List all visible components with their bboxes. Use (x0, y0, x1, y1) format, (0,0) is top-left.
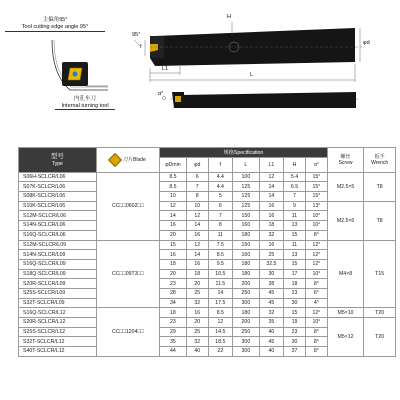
header-screw (327, 148, 363, 173)
cell-wrench: T20 (364, 308, 396, 318)
angle-callout-underline (5, 31, 105, 32)
cell-spec: 32 (259, 230, 283, 240)
cell-spec: 32.5 (259, 259, 283, 269)
cell-spec: 5.4 (284, 172, 306, 182)
cell-spec: 14 (160, 211, 187, 221)
cell-spec: 10° (305, 211, 327, 221)
cell-spec: 35 (259, 318, 283, 328)
col-l1: L1 (259, 157, 283, 172)
header-wrench-en: Wrench (371, 159, 389, 166)
cell-spec: 200 (233, 279, 260, 289)
cell-screw: M2.5×5 (327, 172, 363, 201)
cell-model: S32T-SCLCR/L09 (19, 298, 97, 308)
cell-model: S20R-SCLCR/L09 (19, 279, 97, 289)
cell-spec: 12° (305, 259, 327, 269)
col-alpha: α° (305, 157, 327, 172)
cell-model: S16Q-SCLCR/L06 (19, 230, 97, 240)
table-body (19, 172, 396, 356)
cell-spec: 30 (284, 298, 306, 308)
cell-spec: 9.5 (208, 259, 232, 269)
cell-spec: 125 (233, 192, 260, 202)
header-blade (96, 148, 159, 173)
header-spec: 规格Specification (160, 148, 328, 158)
table-row (19, 201, 396, 211)
cell-spec: 250 (233, 327, 260, 337)
cell-model: S12M-SCLCR/L06 (19, 211, 97, 221)
tool-callout-underline (55, 109, 115, 110)
table-header-row (19, 148, 396, 158)
cell-spec: 11 (208, 230, 232, 240)
cell-spec: 11.5 (208, 279, 232, 289)
cell-spec: 4.4 (208, 182, 232, 192)
cell-spec: 15 (284, 308, 306, 318)
cell-spec: 16 (186, 308, 208, 318)
cell-model: S20R-SCLCR/L12 (19, 318, 97, 328)
cell-blade: CC□□1204□□ (96, 308, 159, 356)
cell-spec: 100 (233, 172, 260, 182)
cell-spec: 13 (284, 250, 306, 260)
cell-spec: 25 (186, 288, 208, 298)
insert-icon (108, 153, 122, 167)
cell-spec: 13 (284, 221, 306, 231)
cell-spec: 11 (284, 240, 306, 250)
cell-spec: 32 (259, 308, 283, 318)
col-d: φd (186, 157, 208, 172)
cell-spec: 8° (305, 337, 327, 347)
cell-spec: 12° (305, 308, 327, 318)
cell-spec: 16 (160, 250, 187, 260)
tool-side-view (163, 92, 361, 108)
cell-spec: 8.5 (160, 182, 187, 192)
cell-spec: 15° (305, 172, 327, 182)
cell-spec: 12 (160, 201, 187, 211)
cell-spec: 150 (233, 240, 260, 250)
cell-blade: CC□□09T3□□ (96, 240, 159, 308)
dimension-l: L (250, 72, 254, 78)
cell-spec: 160 (233, 250, 260, 260)
cell-spec: 23 (160, 279, 187, 289)
cell-spec: 40 (186, 347, 208, 357)
cell-spec: 8 (208, 221, 232, 231)
tool-type-callout (55, 96, 115, 109)
cell-screw: M5×12 (327, 318, 363, 357)
cell-spec: 12 (208, 318, 232, 328)
cell-model: S18Q-SCLCR/L09 (19, 269, 97, 279)
col-l: L (233, 157, 260, 172)
cell-spec: 10° (305, 318, 327, 328)
cell-spec: 25 (186, 327, 208, 337)
cell-spec: 12° (305, 250, 327, 260)
tool-top-view (134, 22, 362, 82)
cell-spec: 10.5 (208, 269, 232, 279)
cell-spec: 14 (208, 288, 232, 298)
cell-model: S25S-SCLCR/L09 (19, 288, 97, 298)
dimension-l1: L1 (162, 66, 169, 72)
cell-spec: 180 (233, 259, 260, 269)
cell-model: S10K-SCLCR/L06 (19, 201, 97, 211)
dimension-95: 95° (132, 32, 141, 38)
cell-spec: 125 (233, 182, 260, 192)
cell-spec: 4° (305, 298, 327, 308)
cell-spec: 44 (160, 347, 187, 357)
cell-spec: 6.5 (284, 182, 306, 192)
cell-spec: 6° (305, 288, 327, 298)
cell-spec: 7 (208, 211, 232, 221)
tool-label-cn: 内孔车刀 (73, 96, 96, 102)
cell-spec: 6 (186, 172, 208, 182)
cell-spec: 16 (186, 230, 208, 240)
cell-spec: 28 (160, 288, 187, 298)
cell-spec: 35 (160, 337, 187, 347)
cell-spec: 45 (259, 337, 283, 347)
cell-spec: 8.5 (208, 308, 232, 318)
angle-callout (5, 17, 105, 30)
cell-model: S16Q-SCLCR/L09 (19, 259, 97, 269)
header-model-en: Type (51, 160, 63, 167)
cell-spec: 20 (160, 230, 187, 240)
cell-spec: 7.5 (208, 240, 232, 250)
cell-spec: 29 (160, 327, 187, 337)
cell-spec: 12° (305, 240, 327, 250)
cell-spec: 45 (259, 288, 283, 298)
cell-spec: 8 (186, 192, 208, 202)
cell-spec: 23 (160, 318, 187, 328)
cell-spec: 15° (305, 192, 327, 202)
cell-spec: 10 (160, 192, 187, 202)
header-wrench (364, 148, 396, 173)
dimension-alpha: α° (158, 91, 164, 97)
header-screw-cn: 螺丝 (340, 153, 351, 160)
cell-spec: 23 (284, 327, 306, 337)
cell-spec: 9 (284, 201, 306, 211)
cell-model: S12M-SCLCR/L09 (19, 240, 97, 250)
cell-spec: 17.5 (208, 298, 232, 308)
cell-spec: 5 (208, 192, 232, 202)
header-blade-label: 刀片Blade (123, 156, 146, 163)
cell-spec: 8° (305, 230, 327, 240)
cell-spec: 14 (259, 192, 283, 202)
cell-model: S16Q-SCLCR/L12 (19, 308, 97, 318)
cell-spec: 14 (186, 221, 208, 231)
cell-spec: 15 (284, 259, 306, 269)
cell-spec: 15 (284, 230, 306, 240)
cell-spec: 16 (259, 201, 283, 211)
cell-screw: M4×8 (327, 240, 363, 308)
cell-spec: 18 (284, 279, 306, 289)
cell-spec: 14 (186, 250, 208, 260)
col-dmin: φDmin (160, 157, 187, 172)
cell-model: S40T-SCLCR/L12 (19, 347, 97, 357)
cell-spec: 19 (284, 318, 306, 328)
cell-spec: 13° (305, 201, 327, 211)
cell-spec: 15 (160, 240, 187, 250)
cell-spec: 30 (259, 269, 283, 279)
cell-spec: 25 (259, 250, 283, 260)
cell-spec: 20 (186, 279, 208, 289)
dimension-h: H (227, 14, 231, 20)
cell-spec: 14.5 (208, 327, 232, 337)
cell-spec: 45 (259, 298, 283, 308)
cell-spec: 12 (259, 172, 283, 182)
cell-spec: 7 (186, 182, 208, 192)
cell-spec: 150 (233, 211, 260, 221)
col-f: f (208, 157, 232, 172)
cell-spec: 20 (160, 269, 187, 279)
cell-model: S08K-SCLCR/L06 (19, 192, 97, 202)
cell-spec: 34 (160, 298, 187, 308)
cell-spec: 20 (186, 318, 208, 328)
cell-spec: 6 (208, 201, 232, 211)
angle-label-en: Tool cutting edge angle 95° (21, 23, 89, 30)
table-row (19, 318, 396, 328)
cell-model: S07K-SCLCR/L06 (19, 182, 97, 192)
cell-spec: 18 (160, 308, 187, 318)
cell-spec: 300 (233, 298, 260, 308)
cell-spec: 37 (284, 347, 306, 357)
cell-wrench: T8 (364, 201, 396, 240)
cell-spec: 300 (233, 337, 260, 347)
cell-spec: 10° (305, 269, 327, 279)
cell-spec: 18 (259, 221, 283, 231)
header-model-cn: 型号 (50, 152, 64, 160)
cell-spec: 17 (284, 269, 306, 279)
table-row (19, 240, 396, 250)
cell-spec: 200 (233, 318, 260, 328)
col-h: H (284, 157, 306, 172)
cell-spec: 300 (233, 347, 260, 357)
cell-spec: 16 (186, 259, 208, 269)
cell-model: S25S-SCLCR/L12 (19, 327, 97, 337)
cell-spec: 7 (284, 192, 306, 202)
cell-spec: 250 (233, 288, 260, 298)
header-model (19, 148, 97, 173)
cell-spec: 32 (186, 337, 208, 347)
cell-spec: 40 (259, 327, 283, 337)
header-screw-en: Screw (338, 159, 353, 166)
cell-spec: 18 (186, 269, 208, 279)
cell-screw: M2.5×6 (327, 201, 363, 240)
cell-spec: 125 (233, 201, 260, 211)
cell-spec: 30 (284, 337, 306, 347)
cell-model: S32T-SCLCR/L12 (19, 337, 97, 347)
cell-model: S06H-SCLCR/L06 (19, 172, 97, 182)
cell-wrench: T8 (364, 172, 396, 201)
cell-model: S14N-SCLCR/L09 (19, 250, 97, 260)
cell-spec: 180 (233, 308, 260, 318)
cell-spec: 16 (259, 211, 283, 221)
cell-spec: 8.5 (208, 250, 232, 260)
cell-blade: CC□□0602□□ (96, 172, 159, 240)
cell-spec: 32 (186, 298, 208, 308)
dimension-d: φd (363, 40, 370, 46)
cell-spec: 14 (259, 182, 283, 192)
cell-spec: 180 (233, 230, 260, 240)
cell-spec: 180 (233, 269, 260, 279)
cell-spec: 10 (186, 201, 208, 211)
cell-spec: 12 (186, 211, 208, 221)
cell-spec: 11 (284, 211, 306, 221)
cell-spec: 8° (305, 279, 327, 289)
cell-spec: 38 (259, 279, 283, 289)
cell-spec: 16 (259, 240, 283, 250)
cell-spec: 18 (160, 259, 187, 269)
cell-spec: 8° (305, 327, 327, 337)
cell-spec: 4.4 (208, 172, 232, 182)
tool-label-en: Internal turning tool (61, 102, 109, 109)
table-row (19, 172, 396, 182)
table-row (19, 308, 396, 318)
specification-table (18, 147, 396, 357)
cell-wrench: T15 (364, 240, 396, 308)
cell-model: S14N-SCLCR/L06 (19, 221, 97, 231)
cell-wrench: T20 (364, 318, 396, 357)
angle-label-cn: 主偏角95° (42, 17, 68, 23)
cell-spec: 8° (305, 347, 327, 357)
cell-spec: 12 (186, 240, 208, 250)
cell-spec: 10° (305, 221, 327, 231)
cell-spec: 160 (233, 221, 260, 231)
insert-detail-illustration (52, 40, 108, 90)
cell-spec: 40 (259, 347, 283, 357)
cell-spec: 16 (160, 221, 187, 231)
cell-spec: 15° (305, 182, 327, 192)
dimension-f: f (140, 44, 142, 50)
cell-spec: 18.5 (208, 337, 232, 347)
cell-spec: 8.5 (160, 172, 187, 182)
cell-spec: 22 (208, 347, 232, 357)
cell-screw: M5×10 (327, 308, 363, 318)
cell-spec: 23 (284, 288, 306, 298)
header-wrench-cn: 扳手 (374, 153, 385, 160)
